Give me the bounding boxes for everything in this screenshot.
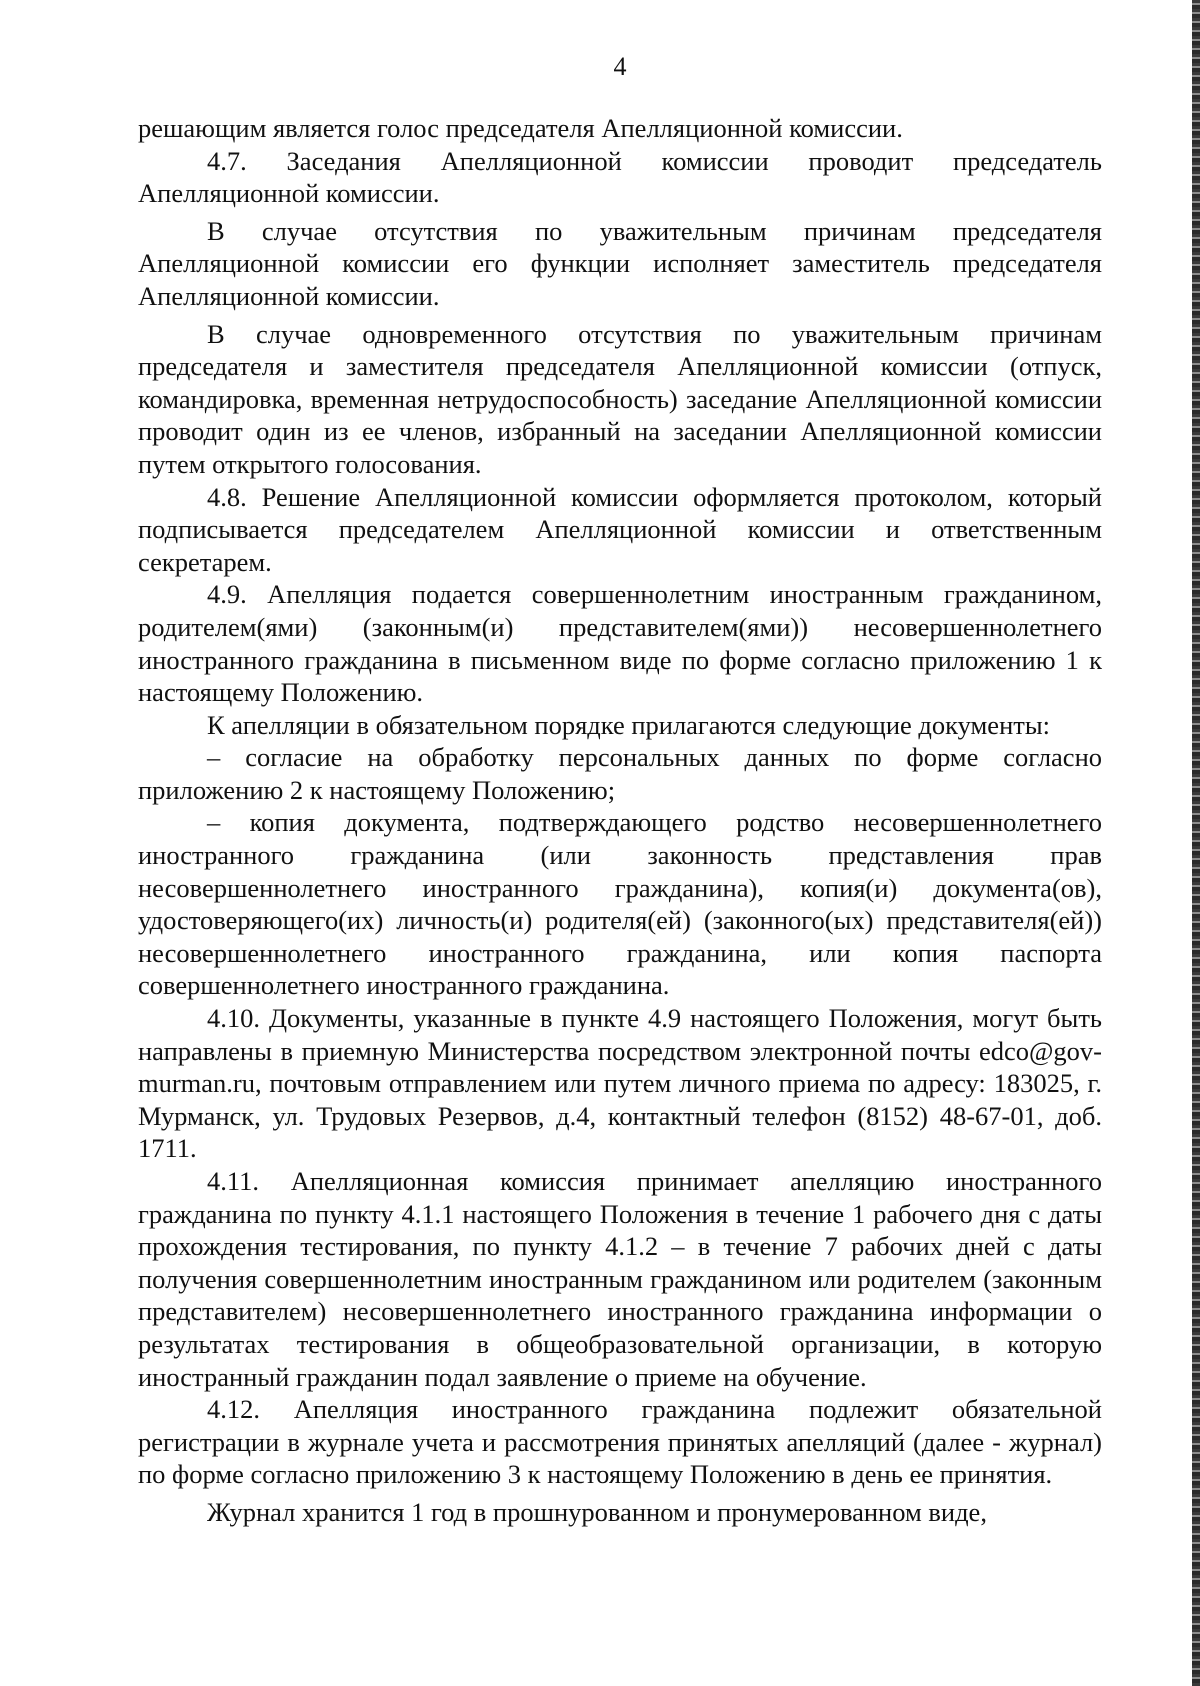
paragraph-4-11: 4.11. Апелляционная комиссия принимает апелляцию иностранного гражданина по пункту 4.1.1 настоящего Положения в течение 1 рабочего дня с даты прохождения тестирования, по пункту 4.1.2 – в течение 7 рабочих дней с даты получения совершеннолетним иностранным гражданином или родителем (законным представителем) несовершеннолетнего иностранного гражданина информации о результатах тестирования в общеобразовательной организации, в которую иностранный гражданин подал заявление о приеме на обучение. — [138, 1166, 1102, 1392]
paragraph-simultaneous-absence: В случае одновременного отсутствия по уважительным причинам председателя и заместителя председателя Апелляционной комиссии (отпуск, командировка, временная нетрудоспособность) заседание Апелляционной комиссии проводит один из ее членов, избранный на заседании Апелляционной комиссии путем открытого голосования. — [138, 318, 1102, 479]
paragraph-4-10: 4.10. Документы, указанные в пункте 4.9 настоящего Положения, могут быть направлены в приемную Министерства посредством электронной почты edco@gov-murman.ru, почтовым отправлением или путем личного приема по адресу: 183025, г. Мурманск, ул. Трудовых Резервов, д.4, контактный телефон (8152) 48-67-01, доб. 1711. — [138, 1003, 1102, 1164]
list-item-consent: – согласие на обработку персональных данных по форме согласно приложению 2 к настоящему Положению; — [138, 742, 1102, 805]
paragraph-4-7: 4.7. Заседания Апелляционной комиссии проводит председатель Апелляционной комиссии. — [138, 145, 1102, 209]
paragraph-continuation: решающим является голос председателя Апелляционной комиссии. — [138, 113, 903, 143]
scan-edge-shadow — [1192, 0, 1200, 1686]
page-number: 4 — [613, 52, 627, 81]
list-item-document-copy: – копия документа, подтверждающего родство несовершеннолетнего иностранного гражданина (или законность представления прав несовершеннолетнего иностранного гражданина), копия(и) документа(ов), удостоверяющего(их) личность(и) родителя(ей) (законного(ых) представителя(ей)) несовершеннолетнего иностранного гражданина, или копия паспорта совершеннолетнего иностранного гражданина. — [138, 807, 1102, 1001]
document-body — [138, 112, 1102, 1529]
paragraph-4-8: 4.8. Решение Апелляционной комиссии оформляется протоколом, который подписывается председателем Апелляционной комиссии и ответственным секретарем. — [138, 481, 1102, 577]
paragraph-attachments-intro: К апелляции в обязательном порядке прилагаются следующие документы: — [207, 709, 1050, 740]
paragraph-4-9: 4.9. Апелляция подается совершеннолетним иностранным гражданином, родителем(ями) (законным(и) представителем(ями)) несовершеннолетнего иностранного гражданина в письменном виде по форме согласно приложению 1 к настоящему Положению. — [138, 579, 1102, 708]
paragraph-deputy-chair: В случае отсутствия по уважительным причинам председателя Апелляционной комиссии его функции исполняет заместитель председателя Апелляционной комиссии. — [138, 215, 1102, 311]
paragraph-journal-storage: Журнал хранится 1 год в прошнурованном и пронумерованном виде, — [207, 1496, 987, 1527]
paragraph-4-12: 4.12. Апелляция иностранного гражданина подлежит обязательной регистрации в журнале учета и рассмотрения принятых апелляций (далее - журнал) по форме согласно приложению 3 к настоящему Положению в день ее принятия. — [138, 1394, 1102, 1490]
